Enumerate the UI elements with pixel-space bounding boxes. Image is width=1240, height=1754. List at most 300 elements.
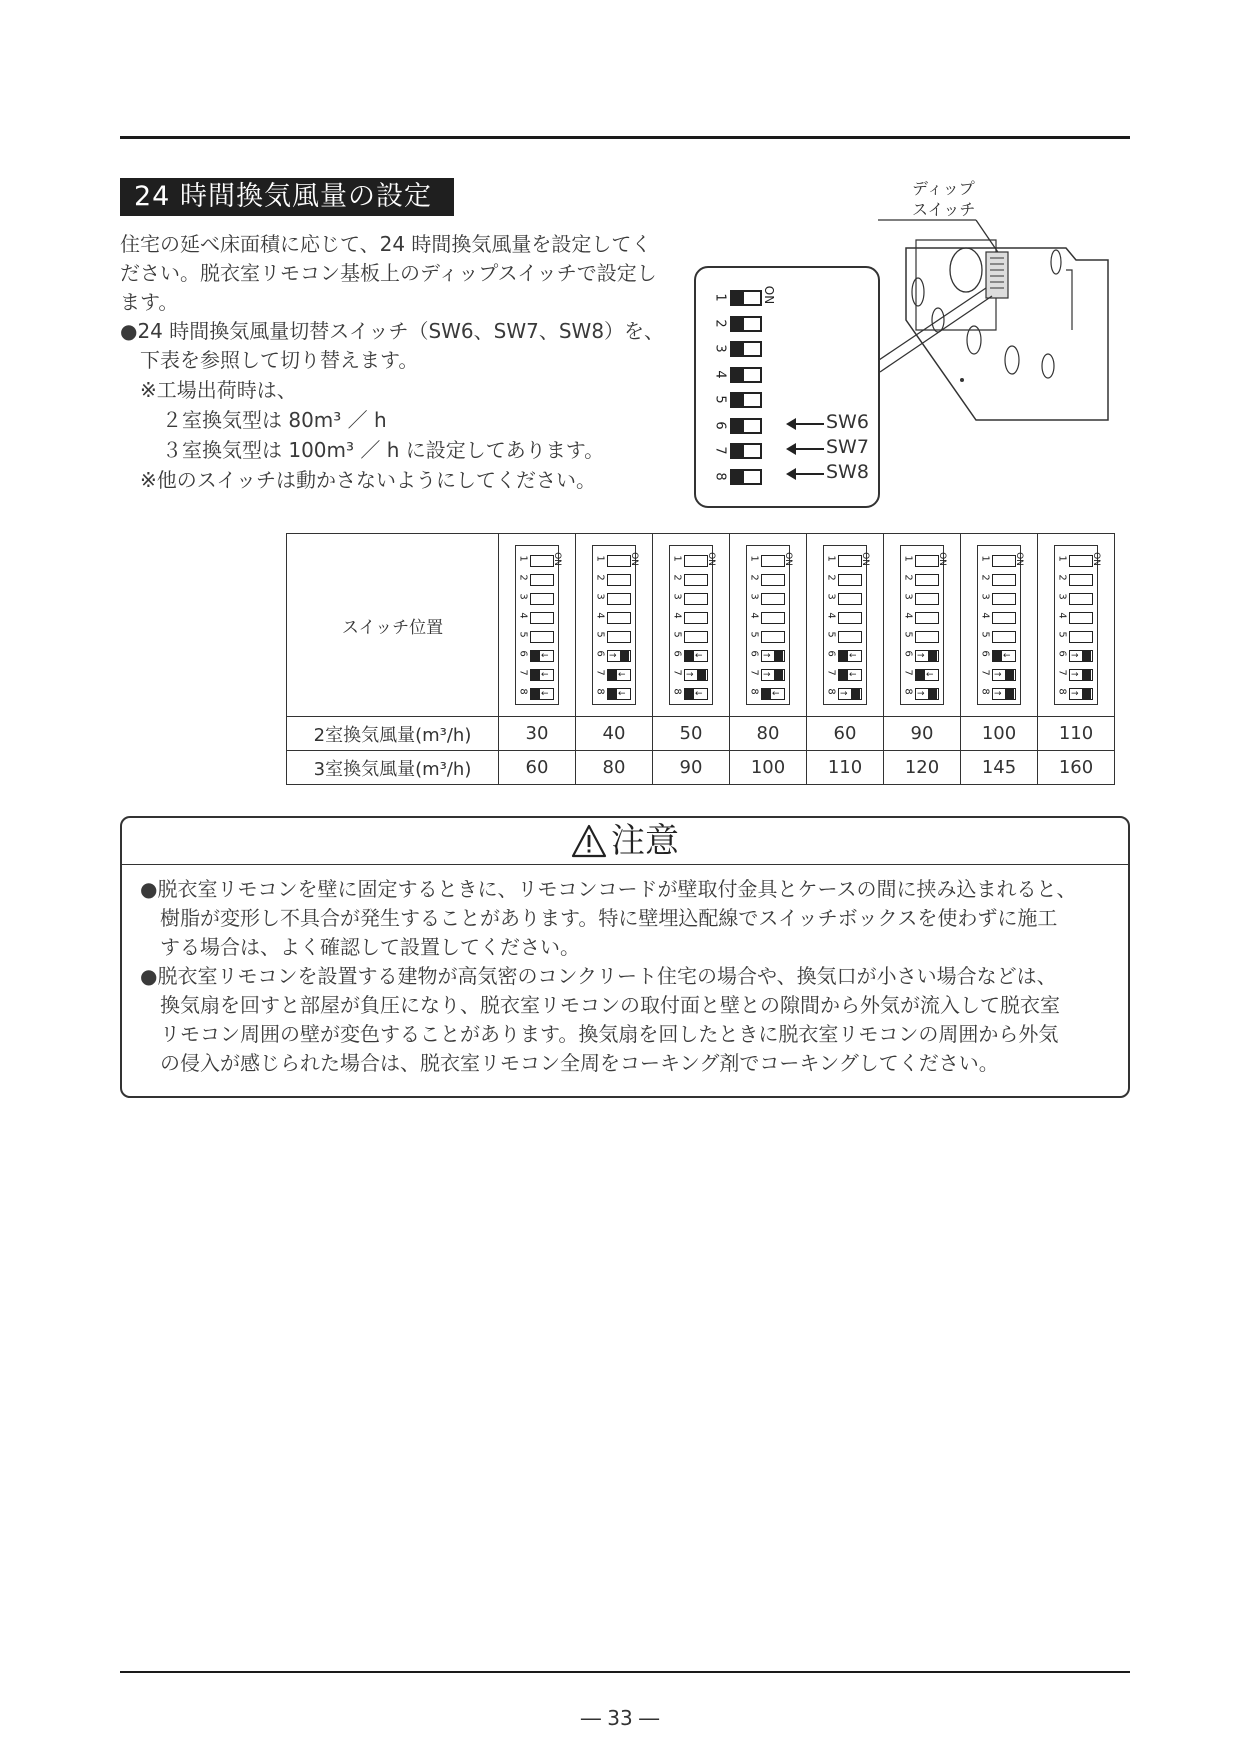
section-title: 24 時間換気風量の設定 [120, 178, 454, 216]
switch-toggle [684, 650, 708, 662]
switch-diagram-cell [884, 534, 961, 717]
page-number: ― 33 ― [580, 1706, 660, 1730]
mini-switch-row [902, 668, 939, 682]
switch-toggle [838, 574, 862, 586]
switch-toggle [1069, 650, 1093, 662]
switch-number: 1 [594, 555, 606, 562]
switch-toggle [684, 688, 708, 700]
switch-knob [732, 318, 744, 330]
other-note: ※他のスイッチは動かさないようにしてください。 [140, 468, 596, 492]
mini-switch-row [979, 573, 1016, 587]
switch-knob [774, 651, 783, 661]
two-room-value: 50 [653, 717, 730, 751]
switch-toggle [838, 593, 862, 605]
arrow-sw8-head [786, 468, 796, 480]
switch-toggle [530, 688, 554, 700]
two-room-label: 2室換気風量(m³/h) [287, 717, 499, 751]
switch-number: 7 [979, 669, 991, 676]
warning-icon [571, 824, 607, 862]
switch-number: 4 [979, 612, 991, 619]
switch-toggle [684, 593, 708, 605]
switch-position-header: スイッチ位置 [287, 534, 499, 717]
switch-number: 5 [671, 631, 683, 638]
switch-number: 7 [748, 669, 760, 676]
switch-number: 2 [671, 574, 683, 581]
on-label: ON [936, 552, 947, 566]
mini-switch-row [671, 687, 708, 701]
caution-line-6: リモコン周囲の壁が変色することがあります。換気扇を回したときに脱衣室リモコンの周囲から外気 [140, 1022, 1059, 1046]
switch-toggle [1069, 593, 1093, 605]
arrow-right-icon: → [994, 689, 1002, 699]
arrow-right-icon: → [917, 651, 925, 661]
switch-number: 5 [825, 631, 837, 638]
bullet-line-1: ●24 時間換気風量切替スイッチ（SW6、SW7、SW8）を、 [120, 319, 665, 343]
switch-number: 8 [979, 688, 991, 695]
switch-toggle [915, 612, 939, 624]
remote-board-illustration [876, 200, 1136, 430]
arrow-right-icon: → [1071, 670, 1079, 680]
switch-toggle [838, 631, 862, 643]
switch-number: 1 [825, 555, 837, 562]
switch-knob [993, 651, 1002, 661]
mini-dip-switch [592, 545, 639, 705]
arrow-left-icon: ← [695, 651, 703, 661]
mini-switch-row [1056, 573, 1093, 587]
switch-knob [732, 420, 744, 432]
mini-switch-row [517, 630, 554, 644]
caution-line-5: 換気扇を回すと部屋が負圧になり、脱衣室リモコンの取付面と壁との隙間から外気が流入して脱衣室 [140, 993, 1060, 1017]
switch-toggle [1069, 555, 1093, 567]
mini-switch-row [517, 611, 554, 625]
mini-dip-switch [515, 545, 562, 705]
switch-knob [1005, 670, 1014, 680]
switch-number: 7 [825, 669, 837, 676]
arrow-right-icon: → [1071, 689, 1079, 699]
mini-switch-row [1056, 554, 1093, 568]
switch-number: 2 [748, 574, 760, 581]
arrow-sw7-line [796, 448, 824, 450]
switch-number: 3 [712, 344, 728, 353]
switch-number: 3 [517, 593, 529, 600]
two-room-value: 90 [884, 717, 961, 751]
mini-switch-row [517, 668, 554, 682]
arrow-left-icon: ← [541, 670, 549, 680]
switch-number: 4 [594, 612, 606, 619]
switch-toggle [607, 688, 631, 700]
mini-switch-row [594, 668, 631, 682]
switch-knob [608, 689, 617, 699]
switch-number: 2 [594, 574, 606, 581]
mini-switch-row [517, 554, 554, 568]
switch-toggle [730, 443, 762, 459]
mini-switch-row [902, 592, 939, 606]
switch-diagram-cell [499, 534, 576, 717]
switch-toggle [761, 593, 785, 605]
dip-label-line-2: スイッチ [912, 200, 976, 219]
switch-number: 5 [979, 631, 991, 638]
switch-number: 5 [712, 395, 728, 404]
three-room-value: 160 [1038, 751, 1115, 785]
intro-line-2: ださい。脱衣室リモコン基板上のディップスイッチで設定し [120, 261, 657, 285]
mini-dip-switch [746, 545, 793, 705]
mini-switch-row [594, 630, 631, 644]
mini-switch-row [748, 649, 785, 663]
switch-knob [732, 445, 744, 457]
switch-number: 4 [825, 612, 837, 619]
switch-number: 3 [979, 593, 991, 600]
switch-toggle [761, 612, 785, 624]
switch-toggle [684, 574, 708, 586]
mini-dip-switch [900, 545, 947, 705]
dip-switch-callout [694, 266, 880, 508]
switch-toggle [530, 593, 554, 605]
switch-number: 6 [748, 650, 760, 657]
mini-switch-row [748, 611, 785, 625]
mini-switch-row [594, 592, 631, 606]
switch-toggle [761, 650, 785, 662]
dip-label-line-1: ディップ [912, 179, 975, 198]
two-room-value: 60 [807, 717, 884, 751]
switch-number: 1 [979, 555, 991, 562]
switch-toggle [530, 669, 554, 681]
mini-switch-row [671, 554, 708, 568]
arrow-right-icon: → [917, 689, 925, 699]
switch-toggle [1069, 574, 1093, 586]
mini-switch-row [902, 630, 939, 644]
switch-number: 3 [594, 593, 606, 600]
switch-toggle [992, 688, 1016, 700]
switch-number: 2 [825, 574, 837, 581]
switch-knob [1082, 651, 1091, 661]
mini-switch-row [748, 573, 785, 587]
mini-switch-row [594, 573, 631, 587]
mini-switch-row [979, 687, 1016, 701]
switch-number: 8 [1056, 688, 1068, 695]
arrow-left-icon: ← [618, 670, 626, 680]
switch-toggle [915, 555, 939, 567]
mini-switch-row [825, 611, 862, 625]
switch-number: 7 [594, 669, 606, 676]
switch-toggle [607, 669, 631, 681]
switch-toggle [992, 574, 1016, 586]
switch-number: 8 [671, 688, 683, 695]
switch-number: 5 [594, 631, 606, 638]
top-rule [120, 136, 1130, 139]
mini-switch-row [594, 649, 631, 663]
intro-line-3: ます。 [120, 290, 179, 314]
switch-toggle [730, 341, 762, 357]
three-room-value: 110 [807, 751, 884, 785]
mini-switch-row [671, 592, 708, 606]
factory-3room: ３室換気型は 100m³ ／ h に設定してあります。 [162, 438, 605, 462]
switch-number: 6 [671, 650, 683, 657]
sw7-label: SW7 [826, 436, 869, 458]
switch-toggle [1069, 688, 1093, 700]
mini-switch-row [979, 668, 1016, 682]
mini-switch-row [979, 611, 1016, 625]
mini-switch-row [825, 668, 862, 682]
arrow-left-icon: ← [849, 670, 857, 680]
mini-switch-row [825, 687, 862, 701]
switch-number: 5 [902, 631, 914, 638]
switch-number: 3 [748, 593, 760, 600]
caution-box [120, 816, 1130, 1098]
arrow-left-icon: ← [926, 670, 934, 680]
on-label: ON [628, 552, 639, 566]
switch-knob [531, 689, 540, 699]
switch-number: 6 [712, 420, 728, 430]
arrow-sw8-line [796, 473, 824, 475]
mini-switch-row [902, 554, 939, 568]
switch-toggle [992, 631, 1016, 643]
switch-diagram-cell [1038, 534, 1115, 717]
mini-switch-row [748, 554, 785, 568]
switch-toggle [915, 650, 939, 662]
switch-number: 3 [825, 593, 837, 600]
switch-number: 2 [1056, 574, 1068, 581]
arrow-sw7-head [786, 443, 796, 455]
switch-number: 1 [748, 555, 760, 562]
switch-knob [685, 651, 694, 661]
switch-diagram-cell [730, 534, 807, 717]
switch-number: 3 [1056, 593, 1068, 600]
arrow-left-icon: ← [618, 689, 626, 699]
switch-number: 1 [517, 555, 529, 562]
switch-toggle [761, 669, 785, 681]
mini-switch-row [1056, 630, 1093, 644]
switch-toggle [992, 555, 1016, 567]
arrow-right-icon: → [763, 651, 771, 661]
mini-switch-row [825, 573, 862, 587]
switch-diagram-cell [807, 534, 884, 717]
switch-toggle [838, 669, 862, 681]
switch-number: 8 [748, 688, 760, 695]
caution-title: 注意 [611, 821, 679, 861]
arrow-right-icon: → [1071, 651, 1079, 661]
arrow-right-icon: → [686, 670, 694, 680]
switch-position-row [287, 534, 1115, 717]
switch-toggle [838, 555, 862, 567]
switch-number: 4 [1056, 612, 1068, 619]
on-label: ON [705, 552, 716, 566]
mini-switch-row [1056, 668, 1093, 682]
two-room-value: 110 [1038, 717, 1115, 751]
three-room-value: 100 [730, 751, 807, 785]
intro-line-1: 住宅の延べ床面積に応じて、24 時間換気風量を設定してく [120, 232, 652, 256]
caution-line-4: ●脱衣室リモコンを設置する建物が高気密のコンクリート住宅の場合や、換気口が小さい場合などは、 [140, 964, 1057, 988]
switch-toggle [730, 316, 762, 332]
switch-toggle [761, 631, 785, 643]
mini-switch-row [979, 554, 1016, 568]
switch-knob [531, 670, 540, 680]
switch-knob [928, 689, 937, 699]
switch-number: 2 [712, 318, 728, 328]
switch-number: 1 [671, 555, 683, 562]
three-room-value: 80 [576, 751, 653, 785]
switch-number: 8 [517, 688, 529, 695]
switch-toggle [761, 574, 785, 586]
arrow-sw6-line [796, 423, 824, 425]
switch-toggle [607, 631, 631, 643]
switch-toggle [730, 418, 762, 434]
switch-toggle [607, 612, 631, 624]
mini-switch-row [594, 554, 631, 568]
mini-switch-row [748, 592, 785, 606]
switch-number: 5 [517, 631, 529, 638]
mini-switch-row [517, 649, 554, 663]
arrow-right-icon: → [609, 651, 617, 661]
switch-toggle [1069, 612, 1093, 624]
switch-number: 6 [902, 650, 914, 657]
mini-switch-row [979, 630, 1016, 644]
switch-toggle [992, 612, 1016, 624]
switch-toggle [530, 631, 554, 643]
arrow-left-icon: ← [695, 689, 703, 699]
switch-toggle [838, 612, 862, 624]
mini-switch-row [671, 611, 708, 625]
switch-toggle [992, 669, 1016, 681]
mini-dip-switch [823, 545, 870, 705]
switch-number: 1 [1056, 555, 1068, 562]
mini-switch-row [1056, 649, 1093, 663]
arrow-sw6-head [786, 418, 796, 430]
switch-diagram-cell [653, 534, 730, 717]
sw6-label: SW6 [826, 411, 869, 433]
mini-switch-row [902, 573, 939, 587]
mini-switch-row [825, 592, 862, 606]
switch-toggle [684, 555, 708, 567]
switch-knob [1082, 670, 1091, 680]
switch-toggle [761, 555, 785, 567]
mini-switch-row [748, 668, 785, 682]
three-room-value: 90 [653, 751, 730, 785]
switch-knob [928, 651, 937, 661]
arrow-left-icon: ← [541, 651, 549, 661]
two-room-value: 40 [576, 717, 653, 751]
switch-knob [774, 670, 783, 680]
switch-knob [762, 689, 771, 699]
switch-diagram-cell [961, 534, 1038, 717]
three-room-value: 120 [884, 751, 961, 785]
caution-line-1: ●脱衣室リモコンを壁に固定するときに、リモコンコードが壁取付金具とケースの間に挟み込まれると、 [140, 877, 1077, 901]
bottom-rule [120, 1671, 1130, 1673]
three-room-row [287, 751, 1115, 785]
switch-number: 4 [712, 369, 728, 379]
switch-number: 7 [1056, 669, 1068, 676]
switch-number: 6 [825, 650, 837, 657]
on-label: ON [859, 552, 870, 566]
switch-knob [732, 394, 744, 406]
switch-toggle [915, 688, 939, 700]
switch-toggle [992, 593, 1016, 605]
switch-toggle [761, 688, 785, 700]
switch-knob [916, 670, 925, 680]
switch-number: 8 [712, 471, 728, 481]
switch-toggle [838, 650, 862, 662]
switch-knob [1082, 689, 1091, 699]
switch-toggle [530, 612, 554, 624]
switch-knob [851, 689, 860, 699]
switch-toggle [730, 392, 762, 408]
switch-knob [531, 651, 540, 661]
switch-number: 1 [712, 293, 728, 302]
switch-toggle [607, 555, 631, 567]
mini-switch-row [594, 611, 631, 625]
caution-header [122, 818, 1128, 865]
mini-switch-row [517, 687, 554, 701]
switch-toggle [530, 574, 554, 586]
switch-toggle [1069, 669, 1093, 681]
arrow-right-icon: → [994, 670, 1002, 680]
two-room-value: 30 [499, 717, 576, 751]
factory-note: ※工場出荷時は、 [140, 378, 297, 402]
mini-dip-switch [977, 545, 1024, 705]
three-room-value: 60 [499, 751, 576, 785]
switch-toggle [992, 650, 1016, 662]
mini-switch-row [902, 687, 939, 701]
switch-number: 5 [1056, 631, 1068, 638]
mini-switch-row [671, 573, 708, 587]
airflow-settings-table [286, 533, 1115, 785]
switch-knob [732, 471, 744, 483]
mini-switch-row [902, 611, 939, 625]
switch-knob [732, 292, 744, 304]
switch-number: 2 [902, 574, 914, 581]
switch-number: 6 [979, 650, 991, 657]
switch-toggle [607, 650, 631, 662]
switch-number: 8 [825, 688, 837, 695]
switch-number: 8 [594, 688, 606, 695]
mini-switch-row [748, 687, 785, 701]
on-label: ON [1013, 552, 1024, 566]
switch-number: 4 [671, 612, 683, 619]
two-room-value: 100 [961, 717, 1038, 751]
switch-number: 3 [671, 593, 683, 600]
switch-toggle [530, 650, 554, 662]
arrow-right-icon: → [763, 670, 771, 680]
mini-switch-row [671, 649, 708, 663]
switch-knob [732, 343, 744, 355]
switch-toggle [915, 593, 939, 605]
switch-toggle [730, 469, 762, 485]
switch-knob [608, 670, 617, 680]
factory-2room: ２室換気型は 80m³ ／ h [162, 408, 387, 432]
mini-switch-row [825, 630, 862, 644]
mini-switch-row [979, 592, 1016, 606]
switch-toggle [530, 555, 554, 567]
three-room-value: 145 [961, 751, 1038, 785]
switch-knob [697, 670, 706, 680]
switch-toggle [1069, 631, 1093, 643]
switch-knob [839, 651, 848, 661]
switch-knob [839, 670, 848, 680]
arrow-left-icon: ← [849, 651, 857, 661]
switch-number: 7 [712, 446, 728, 455]
switch-toggle [730, 367, 762, 383]
switch-number: 3 [902, 593, 914, 600]
switch-number: 7 [671, 669, 683, 676]
switch-toggle [684, 631, 708, 643]
switch-number: 4 [902, 612, 914, 619]
switch-toggle [684, 612, 708, 624]
mini-switch-row [594, 687, 631, 701]
mini-switch-row [1056, 611, 1093, 625]
caution-line-7: の侵入が感じられた場合は、脱衣室リモコン全周をコーキング剤でコーキングしてください。 [140, 1051, 999, 1075]
bullet-line-2: 下表を参照して切り替えます。 [140, 348, 419, 372]
switch-number: 4 [517, 612, 529, 619]
mini-switch-row [748, 630, 785, 644]
switch-number: 7 [517, 669, 529, 676]
